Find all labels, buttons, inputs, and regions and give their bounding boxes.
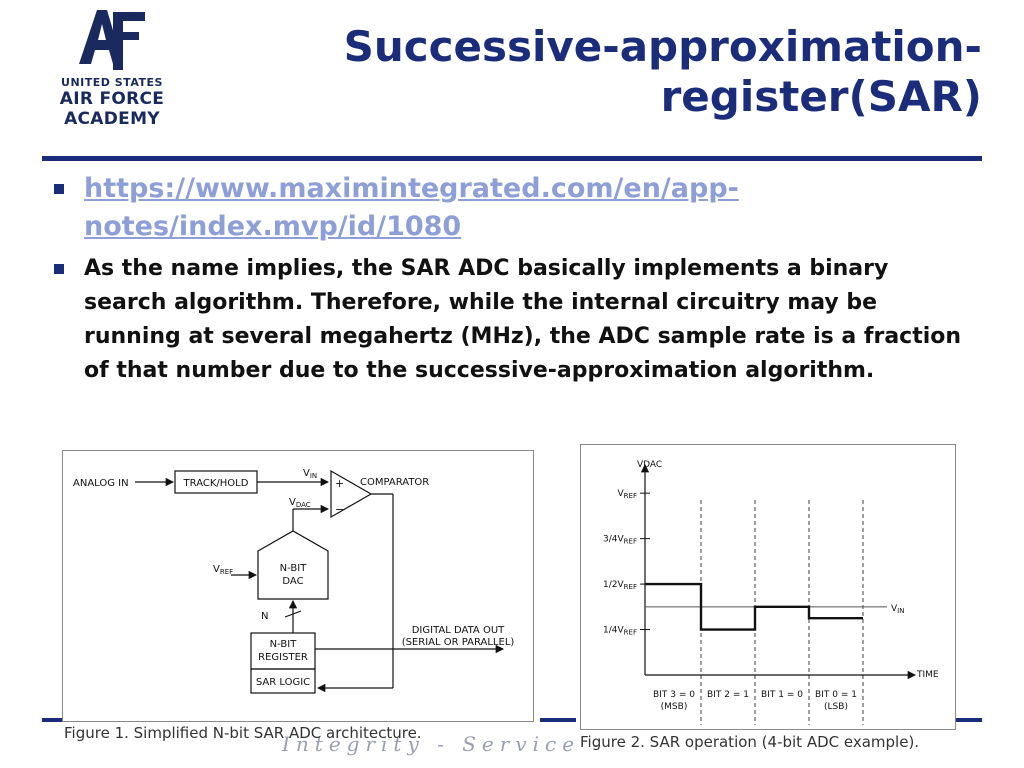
sar-architecture-diagram [63,451,533,721]
link-line-1: https://www.maximintegrated.com/en/app- [84,173,739,204]
sar-operation-chart [581,445,955,729]
bit-note-0: (MSB) [660,702,688,712]
dac-label-2: DAC [282,576,304,587]
vdac-label: $V_{DAC}$ [289,497,311,509]
y-tick-label-1: $3/4V_{REF}$ [603,534,637,546]
x-axis-label: TIME [917,670,939,680]
academy-logo [46,6,178,150]
vref-label: $V_{REF}$ [213,564,234,576]
vin-level-label: $V_{IN}$ [891,603,905,615]
figure-2 [580,444,956,730]
register-label-1: N-BIT [269,639,297,650]
title-line-2: register(SAR) [660,72,982,121]
n-bits-label: N [261,611,269,622]
bullet-list [54,170,974,394]
y-axis-label: VDAC [637,460,663,470]
data-out-label-1: DIGITAL DATA OUT [411,625,505,636]
bit-note-3: (LSB) [824,702,848,712]
bullet-square-icon [54,184,64,194]
data-out-label-2: (SERIAL OR PARALLEL) [401,637,515,648]
link-line-2: notes/index.mvp/id/1080 [84,211,462,242]
y-tick-label-0: $V_{REF}$ [617,489,637,501]
bit-label-3: BIT 0 = 1 [815,690,857,700]
title-line-1: Successive-approximation- [343,22,982,71]
description-text: As the name implies, the SAR ADC basically implements a binary search algorithm. Therefore, while the internal circuitry may be running at several megahertz (MHz), the ADC sample rate is a fraction of that number due to the successive-approximation algorithm. [84,256,962,383]
bit-label-2: BIT 1 = 0 [761,690,803,700]
footer-bar-mid [540,718,576,722]
y-tick-label-3: $1/4V_{REF}$ [603,625,637,637]
reference-link[interactable] [84,173,739,242]
logo-line-1: UNITED STATES [61,76,163,89]
plus-sign: + [335,477,345,490]
logo-line-2: AIR FORCE [59,89,165,109]
slide-title [282,22,982,122]
title-divider [42,156,982,161]
figure-1-caption: Figure 1. Simplified N-bit SAR ADC architecture. [64,724,422,742]
minus-sign: − [335,503,345,516]
analog-in-label: ANALOG IN [73,478,129,489]
af-monogram-icon [75,6,149,72]
y-tick-label-2: $1/2V_{REF}$ [603,580,637,592]
track-hold-label: TRACK/HOLD [183,478,249,489]
bullet-description [54,252,974,388]
logo-line-3: ACADEMY [64,109,160,129]
vin-label: $V_{IN}$ [303,468,318,480]
figure-1 [62,450,534,722]
sar-logic-label: SAR LOGIC [255,677,311,688]
bit-label-0: BIT 3 = 0 [653,690,695,700]
footer-bar-right [956,718,982,722]
bullet-square-icon [54,264,64,274]
register-label-2: REGISTER [258,652,308,663]
figure-2-caption: Figure 2. SAR operation (4-bit ADC example). [580,733,920,751]
comparator-label: COMPARATOR [360,477,430,488]
motto-text: Integrity - Service - [282,732,606,756]
bullet-link [54,170,974,246]
bit-label-1: BIT 2 = 1 [707,690,749,700]
dac-label-1: N-BIT [279,563,307,574]
